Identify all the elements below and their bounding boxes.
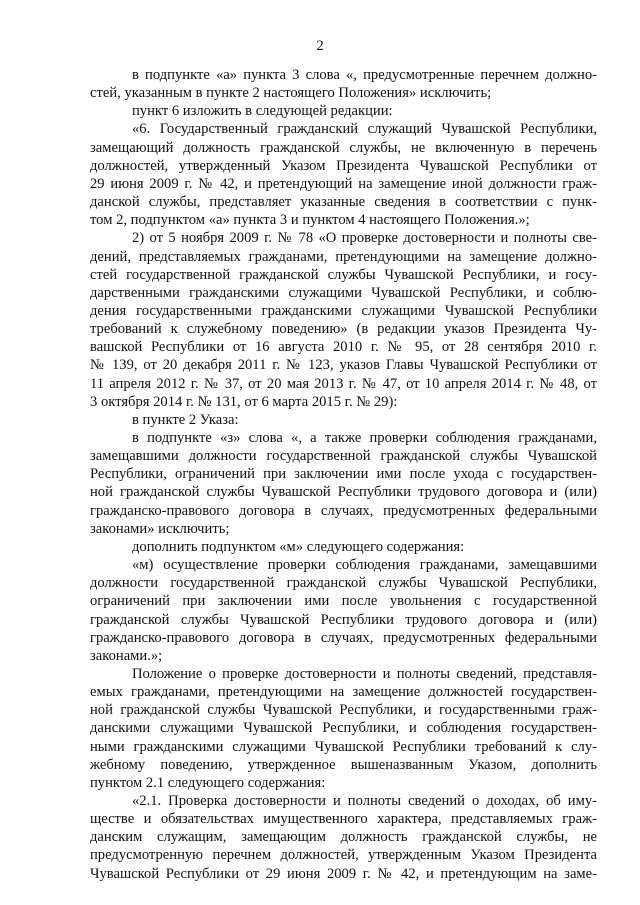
text-line: емых гражданами, претендующими на замещение должностей государствен- [90, 684, 597, 701]
text-line: требований к служебному поведению» (в редакции указов Президента Чу- [90, 321, 597, 338]
text-line: «2.1. Проверка достоверности и полноты сведений о доходах, об иму- [132, 793, 597, 809]
text-line: 3 октября 2014 г. № 131, от 6 марта 2015 г. № 29): [90, 393, 398, 410]
text-line: должностей, утвержденный Указом Президента Чувашской Республики от [90, 157, 597, 174]
text-line: предусмотренную перечнем должностей, утвержденным Указом Президента [90, 847, 597, 864]
text-line: ществе и обязательствах имущественного характера, представляемых граж- [90, 811, 597, 828]
text-line: замещающий должность гражданской службы, не включенную в перечень [90, 139, 597, 156]
text-line: «6. Государственный гражданский служащий Чувашской Республики, [132, 121, 597, 138]
text-line: Республики, ограничений при заключении ими после ухода с государствен- [90, 466, 597, 483]
page-number: 2 [316, 38, 324, 54]
text-line: в пункте 2 Указа: [132, 411, 239, 428]
text-line: дополнить подпунктом «м» следующего содержания: [132, 538, 465, 555]
text-line: Чувашской Республики от 29 июня 2009 г. № 42, и претендующим на заме- [90, 865, 597, 882]
text-line: вашской Республики от 16 августа 2010 г. № 95, от 28 сентября 2010 г. [90, 339, 597, 356]
text-line: должности государственной гражданской службы Чувашской Республики, [90, 575, 597, 592]
text-line: пункт 6 изложить в следующей редакции: [132, 103, 393, 120]
text-line: 2) от 5 ноября 2009 г. № 78 «О проверке достоверности и полноты све- [132, 230, 597, 247]
text-line: 29 июня 2009 г. № 42, и претендующий на замещение иной должности граж- [90, 175, 597, 192]
text-line: Положение о проверке достоверности и полноты сведений, представля- [132, 665, 597, 682]
text-line: 11 апреля 2012 г. № 37, от 20 мая 2013 г. № 47, от 10 апреля 2014 г. № 48, от [90, 375, 597, 392]
text-line: ной гражданской службы Чувашской Республики трудового договора и (или) [90, 484, 597, 501]
text-line: законами» исключить; [90, 520, 230, 537]
text-line: жебному поведению, утвержденное вышеназванным Указом, дополнить [90, 756, 597, 773]
text-line: гражданско-правового договора в случаях, предусмотренных федеральными [90, 502, 597, 519]
text-line: ограничений при заключении ими после увольнения с государственной [90, 593, 597, 610]
text-line: данскими служащими Чувашской Республики, и соблюдения государствен- [90, 720, 597, 737]
text-line: данской службы, представляет указанные сведения в соответствии с пунк- [90, 194, 597, 210]
text-line: замещавшими должности государственной гражданской службы Чувашской [90, 448, 597, 465]
text-line: стей, указанным в пункте 2 настоящего Положения» исключить; [90, 85, 492, 102]
text-line: дения государственными гражданскими служащими Чувашской Республики [90, 302, 597, 319]
text-line: стей государственной гражданской службы Чувашской Республики, и госу- [90, 266, 597, 283]
text-line: в подпункте «з» слова «, а также проверки соблюдения гражданами, [132, 430, 597, 446]
text-line: ной гражданской службы Чувашской Республики, и государственными граж- [90, 702, 597, 719]
text-line: том 2, подпунктом «а» пункта 3 и пунктом 4 настоящего Положения.»; [90, 212, 530, 229]
text-line: дений, представляемых гражданами, претендующими на замещение должно- [90, 248, 597, 265]
text-line: пунктом 2.1 следующего содержания: [90, 774, 326, 791]
text-line: данским служащим, замещающим должность гражданской службы, не [90, 829, 597, 846]
text-line: гражданско-правового договора в случаях, предусмотренных федеральными [90, 629, 597, 646]
text-line: в подпункте «а» пункта 3 слова «, предусмотренные перечнем должно- [132, 67, 597, 83]
text-line: «м) осуществление проверки соблюдения гражданами, замещавшими [132, 557, 597, 573]
text-line: № 139, от 20 декабря 2011 г. № 123, указов Главы Чувашской Республики от [90, 357, 597, 374]
text-line: законами.»; [90, 647, 163, 664]
text-line: гражданской службы Чувашской Республики трудового договора и (или) [90, 611, 597, 628]
text-line: ными гражданскими служащими Чувашской Республики требований к слу- [90, 738, 597, 755]
text-line: дарственными гражданскими служащими Чувашской Республики, и соблю- [90, 284, 597, 301]
